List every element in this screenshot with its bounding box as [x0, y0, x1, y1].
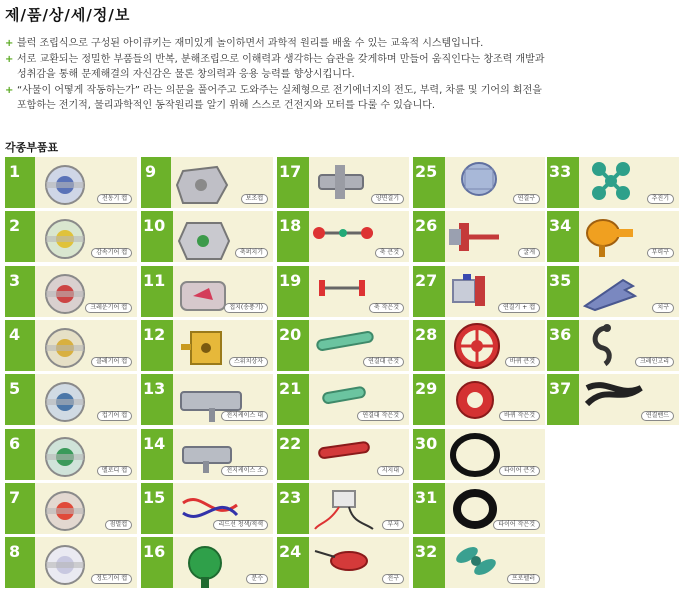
part-picture: [35, 266, 137, 317]
part-picture: [445, 266, 545, 317]
part-cell: [5, 374, 137, 425]
part-cell: [5, 266, 137, 317]
page-title: 제/품/상/세/정/보: [5, 6, 131, 24]
part-number: 10: [141, 211, 173, 262]
part-cell: [547, 320, 679, 371]
product-description: [5, 36, 687, 114]
part-picture: [173, 374, 273, 425]
part-number: 9: [141, 157, 171, 208]
part-number: 37: [547, 374, 579, 425]
part-label: 보조캡: [241, 194, 268, 204]
part-label: 축퍼지기: [235, 248, 268, 258]
part-label: 클레기어 캡: [91, 357, 132, 367]
parts-table-title: 각종부품표: [5, 141, 59, 154]
part-number: 19: [277, 266, 309, 317]
part-cell: [413, 320, 545, 371]
part-label: 감속기어 캡: [91, 248, 132, 258]
part-picture: [35, 483, 137, 534]
part-cell: [277, 211, 409, 262]
empty-cell: [547, 429, 679, 480]
part-cell: [277, 537, 409, 588]
part-label: 정도기어 캡: [91, 574, 132, 584]
part-label: 전지케이스 소: [221, 466, 268, 476]
part-label: 타이어 큰것: [499, 466, 540, 476]
part-picture: [309, 537, 409, 588]
part-label: 축 작은것: [369, 303, 404, 313]
part-number: 14: [141, 429, 173, 480]
part-cell: [277, 483, 409, 534]
part-picture: [173, 320, 273, 371]
part-label: 연결대 큰것: [363, 357, 404, 367]
part-picture: [35, 429, 137, 480]
part-picture: [579, 374, 679, 425]
part-cell: [547, 211, 679, 262]
part-label: 양면결기: [371, 194, 404, 204]
part-picture: [173, 537, 273, 588]
description-item: + “사물이 어떻게 작동하는가” 라는 의문을 풀어주고 도와주는 실체형으로 전기에너지의 전도, 부력, 차륜 및 기어의 회전을: [5, 83, 687, 99]
part-number: 33: [547, 157, 579, 208]
part-number: 3: [5, 266, 35, 317]
part-picture: [173, 483, 273, 534]
part-picture: [445, 211, 545, 262]
part-number: 34: [547, 211, 579, 262]
part-number: 16: [141, 537, 173, 588]
part-number: 22: [277, 429, 309, 480]
part-picture: [309, 483, 409, 534]
part-cell: [413, 157, 545, 208]
part-label: 축 큰것: [375, 248, 404, 258]
part-cell: [5, 211, 137, 262]
part-picture: [173, 429, 273, 480]
part-label: 접지(송풍기): [224, 303, 268, 313]
part-label: 멜로디 캡: [97, 466, 132, 476]
description-item-continued: 성취감을 통해 문제해결의 자신감은 물론 창의력과 응용 능력를 향상시킵니다.: [17, 69, 355, 80]
part-picture: [445, 429, 545, 480]
part-number: 17: [277, 157, 309, 208]
part-picture: [309, 157, 409, 208]
part-number: 27: [413, 266, 445, 317]
part-picture: [35, 211, 137, 262]
part-cell: [413, 211, 545, 262]
description-item-continued: 포함하는 전기적, 물리과학적인 동작원리를 알기 위해 스스로 건전지와 모터를 다룰 수 있습니다.: [17, 100, 436, 111]
part-picture: [579, 266, 679, 317]
part-number: 25: [413, 157, 445, 208]
part-number: 11: [141, 266, 173, 317]
part-label: 연결대 작은것: [357, 411, 404, 421]
part-label: 타이어 작은것: [493, 520, 540, 530]
part-number: 18: [277, 211, 309, 262]
part-label: 치구: [652, 303, 674, 313]
part-label: 전구: [382, 574, 404, 584]
part-picture: [309, 266, 409, 317]
bullet-plus-icon: +: [5, 84, 14, 96]
bullet-plus-icon: +: [5, 53, 14, 65]
part-picture: [579, 320, 679, 371]
part-cell: [5, 157, 137, 208]
part-number: 20: [277, 320, 309, 371]
part-picture: [445, 157, 545, 208]
part-label: 연결구: [513, 194, 540, 204]
part-label: 부력구: [647, 248, 674, 258]
part-label: 크레운기어 캡: [85, 303, 132, 313]
part-picture: [579, 157, 679, 208]
description-item: + 블럭 조립식으로 구성된 아이큐키는 재미있게 놀이하면서 과학적 원리를 배울 수 있는 교육적 시스템입니다.: [5, 36, 687, 52]
part-label: 굴게: [518, 248, 540, 258]
part-label: 스위치상자: [229, 357, 268, 367]
part-cell: [141, 429, 273, 480]
bullet-plus-icon: +: [5, 38, 14, 49]
part-cell: [413, 483, 545, 534]
part-picture: [445, 537, 545, 588]
part-label: 점멸캡: [105, 520, 132, 530]
part-label: 바퀴 큰것: [505, 357, 540, 367]
part-picture: [445, 320, 545, 371]
part-number: 7: [5, 483, 35, 534]
part-label: 연결기 + 캡: [498, 303, 540, 313]
part-number: 36: [547, 320, 579, 371]
part-number: 6: [5, 429, 35, 480]
part-picture: [35, 374, 137, 425]
part-picture: [35, 537, 137, 588]
part-picture: [309, 429, 409, 480]
part-cell: [141, 537, 273, 588]
part-number: 24: [277, 537, 309, 588]
part-cell: [141, 483, 273, 534]
part-label: 리드선 청색/적색: [213, 520, 268, 530]
part-number: 21: [277, 374, 309, 425]
part-picture: [309, 320, 409, 371]
part-cell: [5, 483, 137, 534]
part-cell: [141, 374, 273, 425]
part-cell: [277, 320, 409, 371]
part-number: 35: [547, 266, 579, 317]
part-number: 26: [413, 211, 445, 262]
part-cell: [413, 537, 545, 588]
parts-table: [5, 157, 682, 590]
part-cell: [413, 266, 545, 317]
part-label: 바퀴 작은것: [499, 411, 540, 421]
part-cell: [277, 266, 409, 317]
part-label: 추진기: [647, 194, 674, 204]
part-picture: [35, 320, 137, 371]
part-cell: [413, 429, 545, 480]
part-number: 2: [5, 211, 35, 262]
part-label: 연결밴드: [641, 411, 674, 421]
part-cell: [141, 211, 273, 262]
part-label: 지지대: [377, 466, 404, 476]
part-label: 부저: [382, 520, 404, 530]
part-number: 23: [277, 483, 309, 534]
part-cell: [547, 157, 679, 208]
part-picture: [309, 374, 409, 425]
part-cell: [5, 537, 137, 588]
part-cell: [547, 266, 679, 317]
part-number: 12: [141, 320, 173, 371]
description-item: + 서로 교환되는 정밀한 부품들의 반복, 분해조립으로 이해력과 생각하는 습관을 갖게하며 만들어 움직인다는 창조력 개발과: [5, 52, 687, 68]
part-label: 전동기 캡: [97, 194, 132, 204]
part-label: 크레인고리: [635, 357, 674, 367]
part-number: 5: [5, 374, 35, 425]
part-cell: [141, 320, 273, 371]
part-number: 8: [5, 537, 35, 588]
part-picture: [171, 157, 273, 208]
part-cell: [277, 157, 409, 208]
part-picture: [173, 211, 273, 262]
part-picture: [35, 157, 137, 208]
part-number: 32: [413, 537, 445, 588]
part-cell: [141, 157, 273, 208]
part-cell: [547, 374, 679, 425]
part-number: 15: [141, 483, 173, 534]
part-number: 30: [413, 429, 445, 480]
part-picture: [445, 374, 545, 425]
empty-cell: [547, 483, 679, 534]
part-number: 29: [413, 374, 445, 425]
part-cell: [277, 429, 409, 480]
empty-cell: [547, 537, 679, 588]
part-picture: [173, 266, 273, 317]
part-cell: [413, 374, 545, 425]
part-label: 컵기어 캡: [97, 411, 132, 421]
part-number: 1: [5, 157, 35, 208]
part-label: 전지케이스 대: [221, 411, 268, 421]
part-cell: [141, 266, 273, 317]
part-label: 분수: [246, 574, 268, 584]
part-cell: [5, 320, 137, 371]
part-picture: [579, 211, 679, 262]
part-cell: [5, 429, 137, 480]
part-cell: [277, 374, 409, 425]
part-number: 13: [141, 374, 173, 425]
part-number: 4: [5, 320, 35, 371]
part-number: 31: [413, 483, 445, 534]
part-picture: [445, 483, 545, 534]
part-picture: [309, 211, 409, 262]
part-label: 프로펠러: [507, 574, 540, 584]
part-number: 28: [413, 320, 445, 371]
